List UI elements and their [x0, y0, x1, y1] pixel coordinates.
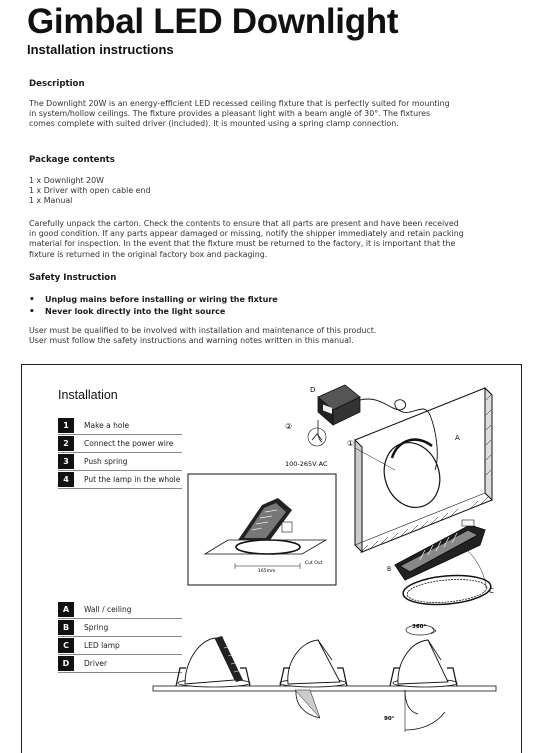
fixture-tilt-3 [390, 625, 457, 732]
svg-text:A: A [455, 434, 460, 442]
installation-title: Installation [58, 388, 118, 402]
svg-text:90°: 90° [384, 716, 395, 722]
svg-text:100-265V AC: 100-265V AC [285, 460, 328, 468]
package-heading: Package contents [29, 155, 115, 165]
step-1: 1 Make a hole [58, 418, 129, 433]
svg-text:②: ② [285, 422, 293, 431]
legend-a: A Wall / ceiling [58, 602, 132, 617]
fixture-tilt-2 [280, 640, 347, 718]
svg-text:C: C [489, 587, 494, 595]
package-items: 1 x Downlight 20W 1 x Driver with open cable end 1 x Manual [29, 176, 151, 206]
legend-c: C LED lamp [58, 638, 120, 653]
step-4: 4 Put the lamp in the whole [58, 472, 180, 487]
svg-text:B: B [387, 566, 392, 573]
svg-text:①: ① [347, 439, 355, 448]
description-text: The Downlight 20W is an energy-efficient LED recessed ceiling fixture that is perfectly suited for mounting in system/hollow ceilings. The fixture provides a pleasant light with a beam angle of 30°. The fixtures comes complete with suited driver (included). It is mounted using a spring clamp connection. [29, 99, 450, 129]
safety-bullet: • Never look directly into the light source [29, 306, 278, 318]
package-note: Carefully unpack the carton. Check the contents to ensure that all parts are present and have been received in good condition. If any parts appear damaged or missing, notify the shipper immediately and retain packing material for inspection. In the event that the fixture must be returned to the factory, it is important that the fixture is returned in the original factory box and packaging. [29, 219, 464, 259]
safety-bullet: • Unplug mains before installing or wiring the fixture [29, 294, 278, 306]
page-title: Gimbal LED Downlight [27, 2, 399, 41]
safety-note: User must be qualified to be involved with installation and maintenance of this product. User must follow the safety instructions and warning notes written in this manual. [29, 326, 377, 346]
page-subtitle: Installation instructions [27, 42, 174, 57]
legend-d: D Driver [58, 656, 107, 671]
step-3: 3 Push spring [58, 454, 128, 469]
safety-heading: Safety Instruction [29, 273, 117, 283]
svg-text:Cut Out: Cut Out [305, 561, 323, 566]
step-2: 2 Connect the power wire [58, 436, 173, 451]
description-heading: Description [29, 79, 85, 89]
svg-text:360°: 360° [412, 624, 427, 630]
svg-text:165mm: 165mm [258, 569, 276, 574]
driver-unit [318, 385, 360, 425]
legend-b: B Spring [58, 620, 108, 635]
fixture-tilt-1 [176, 636, 250, 687]
svg-text:D: D [310, 386, 316, 394]
